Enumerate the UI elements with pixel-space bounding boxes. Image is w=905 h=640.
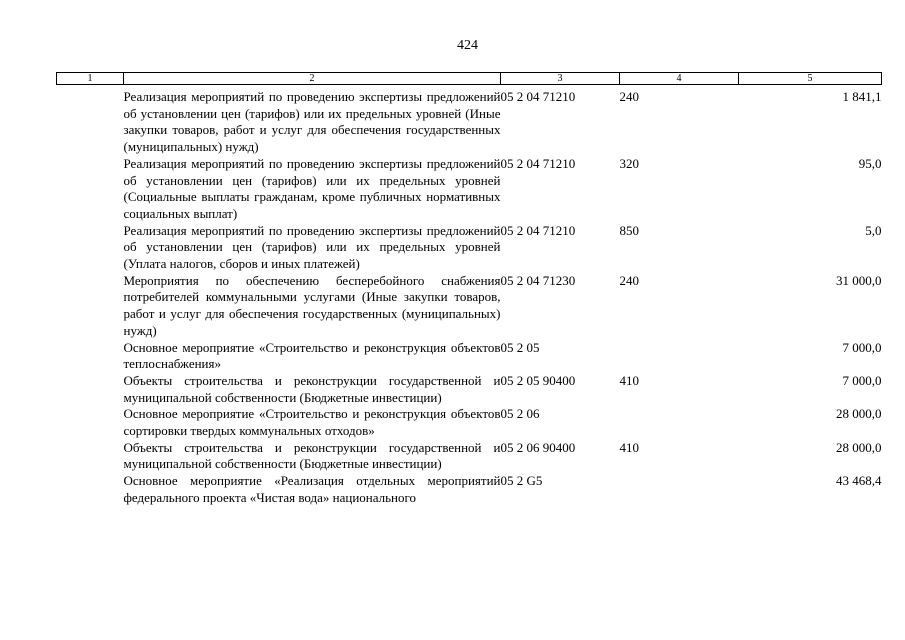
table-row (57, 273, 882, 340)
row-type: 410 (619, 439, 639, 455)
row-code: 05 2 05 90400 (500, 372, 576, 388)
row-name: Основное мероприятие «Реализация отдельных мероприятий федерального проекта «Чистая вода» национального (123, 473, 501, 505)
row-code: 05 2 05 (500, 339, 540, 355)
row-name: Основное мероприятие «Строительство и реконструкция объектов теплоснабжения» (123, 339, 501, 372)
header-col-3: 3 (501, 73, 620, 85)
row-type (620, 406, 739, 439)
header-col-5: 5 (739, 73, 882, 85)
row-code: 05 2 04 71210 (500, 89, 576, 104)
header-col-2: 2 (124, 73, 501, 85)
row-name: Основное мероприятие «Строительство и реконструкция объектов сортировки твердых коммунальных отходов» (123, 406, 501, 439)
row-amount: 31 000,0 (836, 272, 882, 288)
row-code: 05 2 04 71210 (500, 222, 576, 238)
row-type: 410 (619, 372, 639, 388)
table-row (57, 223, 882, 273)
row-code: 05 2 06 90400 (500, 439, 576, 455)
row-amount: 1 841,1 (842, 89, 882, 104)
table-row (57, 373, 882, 406)
table-row (57, 85, 882, 156)
row-code: 05 2 G5 (500, 473, 543, 489)
row-amount: 95,0 (858, 155, 882, 171)
row-amount: 28 000,0 (836, 439, 882, 455)
row-amount: 5,0 (865, 222, 882, 238)
table-row (57, 406, 882, 439)
row-name: Реализация мероприятий по проведению экспертизы предложений об установлении цен (тарифов) или их предельных уровней (Иные закупки товаров, работ и услуг для обеспечения государственных (муниципальных) нужд) (123, 89, 501, 155)
header-row (57, 73, 882, 85)
row-type (620, 473, 739, 506)
table-row (57, 156, 882, 223)
table-header (57, 73, 882, 85)
row-name: Объекты строительства и реконструкции государственной и муниципальной собственности (Бюджетные инвестиции) (123, 372, 501, 405)
row-code: 05 2 06 (500, 406, 540, 422)
table-row (57, 340, 882, 373)
row-code: 05 2 04 71230 (500, 272, 576, 288)
page-number: 424 (457, 38, 478, 53)
row-name: Объекты строительства и реконструкции государственной и муниципальной собственности (Бюджетные инвестиции) (123, 439, 501, 472)
budget-table (56, 72, 882, 507)
table-row (57, 473, 882, 506)
row-type: 240 (619, 89, 639, 104)
row-name: Реализация мероприятий по проведению экспертизы предложений об установлении цен (тарифов) или их предельных уровней (Уплата налогов, сборов и иных платежей) (123, 222, 501, 272)
row-amount: 7 000,0 (842, 339, 882, 355)
row-amount: 43 468,4 (836, 473, 882, 489)
row-type (620, 340, 739, 373)
row-type: 320 (619, 155, 639, 171)
row-type: 240 (619, 272, 639, 288)
row-name: Мероприятия по обеспечению бесперебойного снабжения потребителей коммунальными услугами (Иные закупки товаров, работ и услуг для обеспечения государственных (муниципальных) нужд) (123, 272, 501, 338)
row-amount: 7 000,0 (842, 372, 882, 388)
row-name: Реализация мероприятий по проведению экспертизы предложений об установлении цен (тарифов) или их предельных уровней (Социальные выплаты гражданам, кроме публичных нормативных социальных выплат) (123, 155, 501, 221)
row-type: 850 (619, 222, 639, 238)
table-row (57, 440, 882, 473)
header-col-1: 1 (57, 73, 124, 85)
header-col-4: 4 (620, 73, 739, 85)
table-body (57, 85, 882, 507)
row-amount: 28 000,0 (836, 406, 882, 422)
row-code: 05 2 04 71210 (500, 155, 576, 171)
